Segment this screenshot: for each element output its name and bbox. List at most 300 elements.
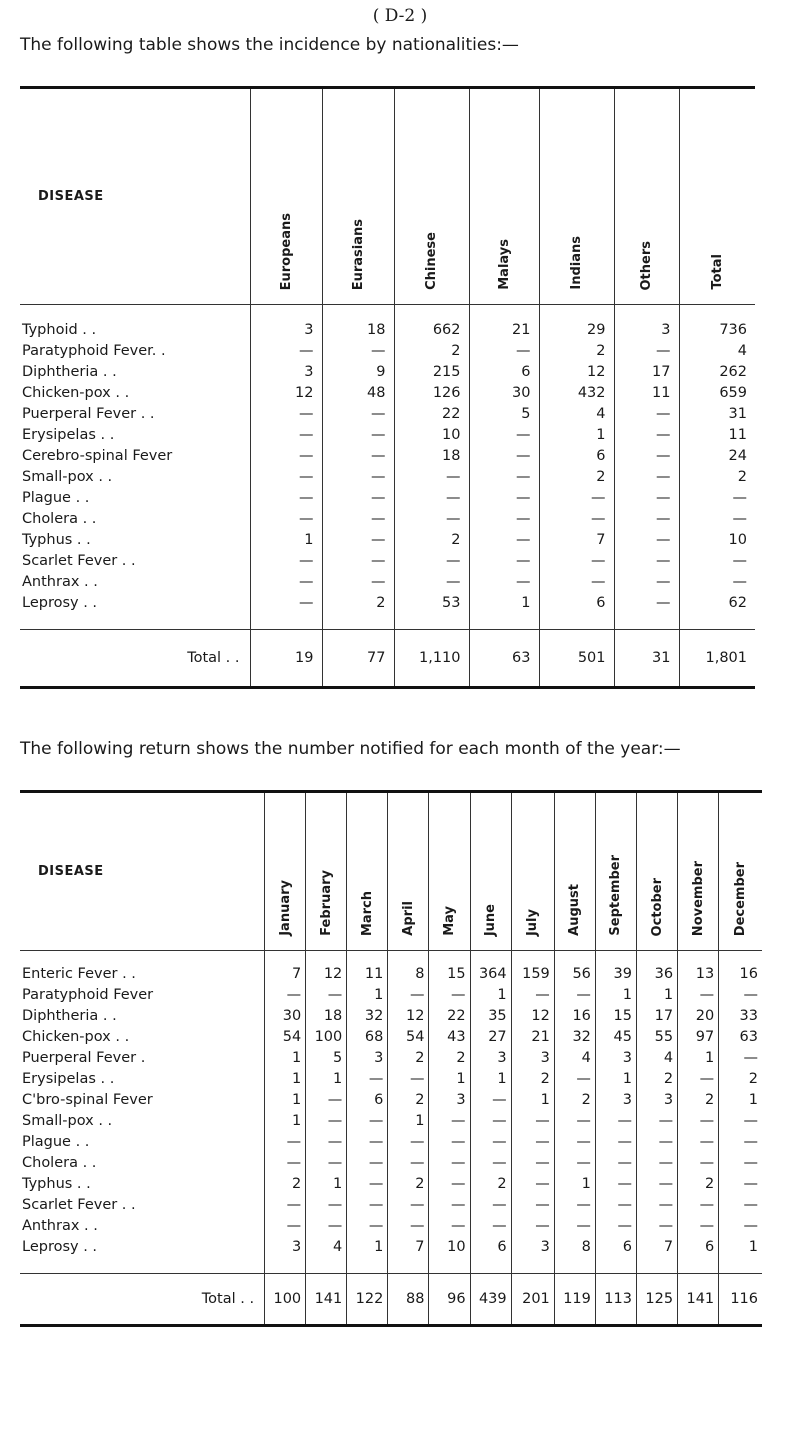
cell-value: 432 (539, 382, 614, 403)
cell-value: 6 (347, 1089, 388, 1110)
cell-value: 1 (511, 1089, 554, 1110)
cell-value: 68 (347, 1026, 388, 1047)
cell-value: — (394, 487, 469, 508)
cell-value: 18 (394, 445, 469, 466)
cell-value: — (388, 1194, 429, 1215)
cell-value: — (679, 508, 755, 529)
cell-value: — (511, 1152, 554, 1173)
cell-value: 27 (470, 1026, 511, 1047)
cell-value: 30 (469, 382, 539, 403)
cell-value: — (678, 1194, 719, 1215)
table-row (20, 571, 755, 592)
cell-value: 1 (719, 1236, 762, 1274)
cell-value: 2 (394, 529, 469, 550)
cell-value: 54 (265, 1026, 306, 1047)
cell-value: — (388, 1068, 429, 1089)
cell-value: 2 (511, 1068, 554, 1089)
cell-value: — (347, 1173, 388, 1194)
cell-value: — (470, 1131, 511, 1152)
table-row (20, 424, 755, 445)
cell-value: — (511, 1173, 554, 1194)
cell-value: — (265, 1152, 306, 1173)
column-header (250, 88, 322, 305)
cell-value: 33 (719, 1005, 762, 1026)
cell-value: — (429, 1194, 470, 1215)
total-value: 439 (470, 1274, 511, 1326)
table-row (20, 1110, 762, 1131)
cell-value: 262 (679, 361, 755, 382)
cell-value: 17 (636, 1005, 677, 1026)
total-value: 31 (614, 630, 679, 688)
table-row (20, 1005, 762, 1026)
disease-name: Typhus . . (22, 1175, 91, 1192)
cell-value: — (469, 487, 539, 508)
disease-name: Diphtheria . . (22, 1007, 117, 1024)
column-header-label: Malays (496, 239, 512, 290)
cell-value: 659 (679, 382, 755, 403)
cell-value: — (539, 571, 614, 592)
cell-value: 3 (250, 361, 322, 382)
table-row (20, 305, 755, 341)
cell-value: 1 (636, 984, 677, 1005)
cell-value: 39 (595, 951, 636, 985)
cell-value: — (511, 1215, 554, 1236)
cell-value: 2 (539, 340, 614, 361)
column-header (347, 792, 388, 951)
disease-name: Paratyphoid Fever (22, 986, 154, 1003)
cell-value: — (554, 1131, 595, 1152)
cell-value: 4 (554, 1047, 595, 1068)
column-header-label: November (690, 860, 706, 936)
cell-value: — (250, 508, 322, 529)
cell-value: 4 (539, 403, 614, 424)
cell-value: 1 (554, 1173, 595, 1194)
cell-value: — (306, 1131, 347, 1152)
cell-value: 3 (250, 305, 322, 341)
cell-value: — (347, 1194, 388, 1215)
cell-value: — (469, 466, 539, 487)
cell-value: 22 (394, 403, 469, 424)
total-value: 116 (719, 1274, 762, 1326)
cell-value: 1 (678, 1047, 719, 1068)
column-header-label: June (483, 903, 499, 936)
cell-value: — (306, 1152, 347, 1173)
cell-value: — (306, 1089, 347, 1110)
table-row (20, 361, 755, 382)
cell-value: 3 (511, 1236, 554, 1274)
cell-value: 3 (636, 1089, 677, 1110)
column-header-label: Eurasians (350, 218, 366, 290)
cell-value: 3 (595, 1047, 636, 1068)
cell-value: 3 (347, 1047, 388, 1068)
cell-value: — (306, 1215, 347, 1236)
table-row (20, 1131, 762, 1152)
cell-value: — (469, 445, 539, 466)
cell-value: — (469, 424, 539, 445)
column-header-label: May (442, 906, 457, 936)
cell-value: 1 (429, 1068, 470, 1089)
cell-value: 22 (429, 1005, 470, 1026)
cell-value: — (719, 1047, 762, 1068)
cell-value: 364 (470, 951, 511, 985)
table-row (20, 508, 755, 529)
disease-name: Cholera . . (22, 1154, 97, 1171)
cell-value: — (347, 1110, 388, 1131)
cell-value: — (678, 1110, 719, 1131)
cell-value: — (678, 1068, 719, 1089)
total-value: 141 (306, 1274, 347, 1326)
cell-value: — (322, 550, 394, 571)
cell-value: — (554, 1194, 595, 1215)
cell-value: — (265, 1215, 306, 1236)
cell-value: 6 (539, 445, 614, 466)
cell-value: — (265, 1194, 306, 1215)
cell-value: — (679, 487, 755, 508)
cell-value: — (250, 550, 322, 571)
disease-name: Erysipelas . . (22, 426, 115, 443)
cell-value: — (470, 1152, 511, 1173)
cell-value: — (322, 445, 394, 466)
cell-value: 3 (614, 305, 679, 341)
disease-name: Diphtheria . . (22, 363, 117, 380)
cell-value: 1 (539, 424, 614, 445)
cell-value: 1 (250, 529, 322, 550)
column-header (306, 792, 347, 951)
cell-value: 48 (322, 382, 394, 403)
cell-value: — (678, 1152, 719, 1173)
cell-value: 736 (679, 305, 755, 341)
table-row (20, 1173, 762, 1194)
cell-value: — (250, 487, 322, 508)
column-header-label: July (525, 908, 541, 936)
column-header-label: Europeans (278, 212, 294, 290)
cell-value: — (678, 1131, 719, 1152)
cell-value: — (306, 1110, 347, 1131)
total-value: 1,110 (394, 630, 469, 688)
table-row (20, 403, 755, 424)
column-header (595, 792, 636, 951)
cell-value: 2 (679, 466, 755, 487)
cell-value: 215 (394, 361, 469, 382)
cell-value: 3 (429, 1089, 470, 1110)
cell-value: 4 (679, 340, 755, 361)
cell-value: — (614, 403, 679, 424)
total-row (20, 1274, 762, 1326)
cell-value: 18 (322, 305, 394, 341)
column-header-label: December (733, 861, 749, 936)
cell-value: 1 (469, 592, 539, 630)
cell-value: — (595, 1131, 636, 1152)
column-header (511, 792, 554, 951)
table-row (20, 1089, 762, 1110)
cell-value: — (614, 571, 679, 592)
total-value: 96 (429, 1274, 470, 1326)
table-row (20, 487, 755, 508)
cell-value: 3 (265, 1236, 306, 1274)
cell-value: — (250, 403, 322, 424)
table-row (20, 382, 755, 403)
cell-value: 3 (511, 1047, 554, 1068)
cell-value: — (614, 550, 679, 571)
cell-value: — (614, 340, 679, 361)
cell-value: 11 (679, 424, 755, 445)
cell-value: — (265, 984, 306, 1005)
disease-name: Cholera . . (22, 510, 97, 527)
disease-name: Scarlet Fever . . (22, 1196, 136, 1213)
cell-value: 56 (554, 951, 595, 985)
column-header-label: January (277, 880, 293, 936)
cell-value: — (614, 508, 679, 529)
cell-value: — (554, 1110, 595, 1131)
cell-value: — (511, 984, 554, 1005)
cell-value: — (719, 1131, 762, 1152)
cell-value: — (636, 1110, 677, 1131)
disease-name: Puerperal Fever . (22, 1049, 146, 1066)
total-value: 122 (347, 1274, 388, 1326)
cell-value: — (614, 487, 679, 508)
cell-value: — (719, 1194, 762, 1215)
column-header (678, 792, 719, 951)
cell-value: — (678, 1215, 719, 1236)
cell-value: — (539, 508, 614, 529)
cell-value: — (719, 984, 762, 1005)
cell-value: 11 (614, 382, 679, 403)
cell-value: — (388, 984, 429, 1005)
cell-value: 1 (347, 984, 388, 1005)
cell-value: — (322, 487, 394, 508)
cell-value: 12 (306, 951, 347, 985)
cell-value: — (322, 571, 394, 592)
cell-value: — (322, 529, 394, 550)
cell-value: 10 (394, 424, 469, 445)
column-header (539, 88, 614, 305)
cell-value: 31 (679, 403, 755, 424)
cell-value: — (469, 529, 539, 550)
cell-value: — (614, 445, 679, 466)
cell-value: 9 (322, 361, 394, 382)
cell-value: — (470, 1194, 511, 1215)
cell-value: — (429, 1110, 470, 1131)
cell-value: 8 (554, 1236, 595, 1274)
cell-value: 16 (554, 1005, 595, 1026)
cell-value: — (322, 466, 394, 487)
column-header (469, 88, 539, 305)
cell-value: 1 (265, 1047, 306, 1068)
disease-name: Plague . . (22, 489, 90, 506)
column-header-label: March (359, 890, 375, 936)
cell-value: 63 (719, 1026, 762, 1047)
cell-value: — (539, 487, 614, 508)
cell-value: 1 (265, 1110, 306, 1131)
cell-value: 6 (595, 1236, 636, 1274)
disease-name: Cerebro-spinal Fever (22, 447, 173, 464)
cell-value: 3 (595, 1089, 636, 1110)
cell-value: — (469, 571, 539, 592)
cell-value: — (429, 1215, 470, 1236)
disease-name: Enteric Fever . . (22, 965, 136, 982)
cell-value: — (719, 1152, 762, 1173)
cell-value: — (679, 550, 755, 571)
cell-value: — (678, 984, 719, 1005)
cell-value: 15 (429, 951, 470, 985)
cell-value: — (322, 424, 394, 445)
cell-value: 3 (470, 1047, 511, 1068)
column-header-label: Chinese (424, 232, 439, 290)
table-row (20, 1194, 762, 1215)
table-row (20, 445, 755, 466)
cell-value: — (394, 550, 469, 571)
cell-value: — (539, 550, 614, 571)
cell-value: 8 (388, 951, 429, 985)
cell-value: — (719, 1110, 762, 1131)
disease-name: Leprosy . . (20, 1236, 265, 1274)
column-header (679, 88, 755, 305)
column-header-label: Others (639, 240, 654, 290)
cell-value: 13 (678, 951, 719, 985)
cell-value: — (306, 1194, 347, 1215)
cell-value: 12 (511, 1005, 554, 1026)
cell-value: — (511, 1131, 554, 1152)
cell-value: — (614, 424, 679, 445)
cell-value: — (511, 1194, 554, 1215)
cell-value: — (470, 1110, 511, 1131)
cell-value: — (429, 1173, 470, 1194)
cell-value: — (636, 1194, 677, 1215)
disease-name: Chicken-pox . . (22, 1028, 130, 1045)
disease-name: Erysipelas . . (22, 1070, 115, 1087)
intro-months: The following return shows the number notified for each month of the year:— (20, 739, 681, 759)
cell-value: 12 (539, 361, 614, 382)
table-row (20, 1068, 762, 1089)
cell-value: — (469, 340, 539, 361)
cell-value: 62 (679, 592, 755, 630)
cell-value: 1 (306, 1068, 347, 1089)
cell-value: — (347, 1068, 388, 1089)
cell-value: 10 (429, 1236, 470, 1274)
disease-name: C'bro-spinal Fever (22, 1091, 153, 1108)
cell-value: 4 (636, 1047, 677, 1068)
cell-value: 5 (306, 1047, 347, 1068)
cell-value: 24 (679, 445, 755, 466)
total-label: Total . . (20, 1274, 265, 1326)
cell-value: 32 (347, 1005, 388, 1026)
cell-value: 1 (306, 1173, 347, 1194)
cell-value: 12 (250, 382, 322, 403)
cell-value: 1 (595, 984, 636, 1005)
disease-name: Anthrax . . (22, 573, 98, 590)
cell-value: — (595, 1215, 636, 1236)
cell-value: — (595, 1173, 636, 1194)
cell-value: — (250, 340, 322, 361)
cell-value: 36 (636, 951, 677, 985)
total-value: 501 (539, 630, 614, 688)
cell-value: — (679, 571, 755, 592)
cell-value: 1 (347, 1236, 388, 1274)
cell-value: — (265, 1131, 306, 1152)
cell-value: 662 (394, 305, 469, 341)
cell-value: — (347, 1152, 388, 1173)
cell-value: — (595, 1152, 636, 1173)
cell-value: 2 (394, 340, 469, 361)
cell-value: 16 (719, 951, 762, 985)
nationalities-table (20, 86, 755, 689)
cell-value: 2 (388, 1047, 429, 1068)
cell-value: 54 (388, 1026, 429, 1047)
disease-name: Anthrax . . (22, 1217, 98, 1234)
monthly-table (20, 790, 762, 1327)
cell-value: — (636, 1173, 677, 1194)
column-header-label: October (649, 877, 665, 936)
table-row (20, 529, 755, 550)
cell-value: 17 (614, 361, 679, 382)
column-header (719, 792, 762, 951)
cell-value: — (347, 1215, 388, 1236)
cell-value: — (614, 466, 679, 487)
cell-value: 30 (265, 1005, 306, 1026)
cell-value: — (470, 1215, 511, 1236)
cell-value: 1 (265, 1068, 306, 1089)
column-header (265, 792, 306, 951)
cell-value: 6 (469, 361, 539, 382)
column-header-label: April (400, 901, 416, 936)
table-row (20, 1026, 762, 1047)
cell-value: — (719, 1215, 762, 1236)
cell-value: 2 (636, 1068, 677, 1089)
cell-value: 97 (678, 1026, 719, 1047)
cell-value: — (614, 592, 679, 630)
cell-value: — (511, 1110, 554, 1131)
column-header (394, 88, 469, 305)
cell-value: 43 (429, 1026, 470, 1047)
cell-value: 35 (470, 1005, 511, 1026)
disease-name: Scarlet Fever . . (22, 552, 136, 569)
cell-value: 10 (679, 529, 755, 550)
cell-value: — (429, 984, 470, 1005)
cell-value: 53 (394, 592, 469, 630)
disease-name: Plague . . (22, 1133, 90, 1150)
cell-value: 1 (388, 1110, 429, 1131)
cell-value: 2 (388, 1173, 429, 1194)
cell-value: 11 (347, 951, 388, 985)
column-header-label: August (567, 884, 583, 936)
table-row (20, 951, 762, 985)
page-number: ( D-2 ) (372, 6, 428, 26)
cell-value: 2 (470, 1173, 511, 1194)
cell-value: — (394, 571, 469, 592)
cell-value: 2 (554, 1089, 595, 1110)
cell-value: 45 (595, 1026, 636, 1047)
cell-value: 15 (595, 1005, 636, 1026)
total-value: 19 (250, 630, 322, 688)
cell-value: 7 (636, 1236, 677, 1274)
disease-name: Small-pox . . (22, 1112, 113, 1129)
cell-value: 32 (554, 1026, 595, 1047)
total-label: Total . . (20, 630, 250, 688)
column-header (614, 88, 679, 305)
column-header (636, 792, 677, 951)
total-value: 88 (388, 1274, 429, 1326)
cell-value: — (250, 466, 322, 487)
cell-value: 2 (719, 1068, 762, 1089)
column-header-label: February (318, 870, 334, 936)
cell-value: — (614, 529, 679, 550)
table-row (20, 592, 755, 630)
cell-value: 126 (394, 382, 469, 403)
cell-value: 1 (595, 1068, 636, 1089)
cell-value: — (347, 1131, 388, 1152)
total-value: 141 (678, 1274, 719, 1326)
cell-value: 18 (306, 1005, 347, 1026)
